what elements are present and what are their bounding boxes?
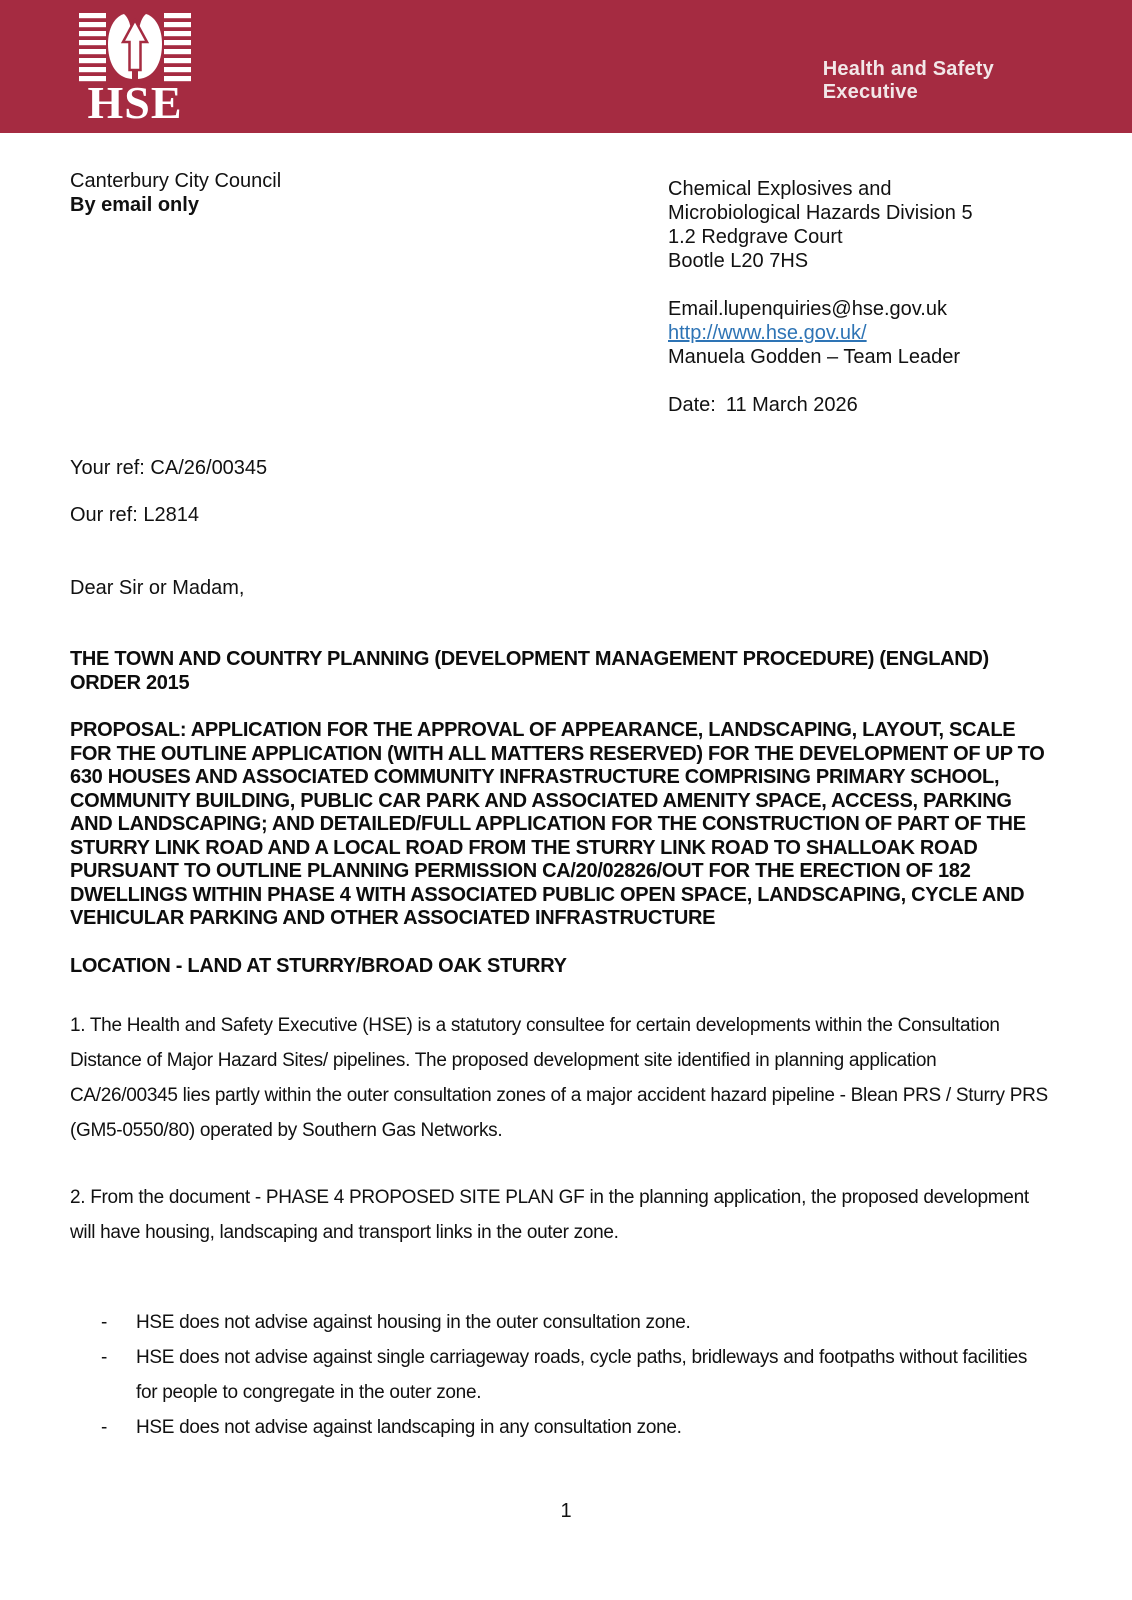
recipient-block: [70, 169, 668, 417]
location-heading: LOCATION - LAND AT STURRY/BROAD OAK STURRY: [70, 954, 567, 977]
date-value: 11 March 2026: [725, 394, 858, 416]
spacer: [668, 369, 973, 393]
brand-line-1: Health and Safety: [822, 58, 994, 80]
paragraph-1: 1. The Health and Safety Executive (HSE) is a statutory consultee for certain developments within the Consultation Distance of Major Hazard Sites/ pipelines. The proposed development site identified in planning application CA/26/00345 lies partly within the outer consultation zones of a major accident hazard pipeline - Blean PRS / Sturry PRS (GM5-0550/80) operated by Southern Gas Networks.: [70, 1015, 1048, 1141]
spacer: [668, 273, 973, 297]
date-label: Date:: [668, 394, 716, 416]
letter-body: [0, 133, 1132, 1445]
bullet-text: HSE does not advise against housing in the outer consultation zone.: [136, 1312, 691, 1333]
bullet-item: [70, 1410, 1048, 1445]
hse-logo: [76, 11, 194, 123]
order-heading: THE TOWN AND COUNTRY PLANNING (DEVELOPMENT MANAGEMENT PROCEDURE) (ENGLAND) ORDER 2015: [70, 648, 989, 694]
sender-address-line-1: 1.2 Redgrave Court: [668, 226, 843, 248]
brand-name: [823, 58, 994, 104]
page-number: 1: [560, 1500, 572, 1522]
bullet-item: [70, 1305, 1048, 1340]
bullet-list: [70, 1305, 1048, 1445]
proposal-heading: PROPOSAL: APPLICATION FOR THE APPROVAL OF APPEARANCE, LANDSCAPING, LAYOUT, SCALE FOR THE OUTLINE APPLICATION (WITH ALL MATTERS RESERVED) FOR THE DEVELOPMENT OF UP TO 630 HOUSES AND ASSOCIATED COMMUNITY INFRASTRUCTURE COMPRISING PRIMARY SCHOOL, COMMUNITY BUILDING, PUBLIC CAR PARK AND ASSOCIATED AMENITY SPACE, ACCESS, PARKING AND LANDSCAPING; AND DETAILED/FULL APPLICATION FOR THE CONSTRUCTION OF PART OF THE STURRY LINK ROAD AND A LOCAL ROAD FROM THE STURRY LINK ROAD TO SHALLOAK ROAD PURSUANT TO OUTLINE PLANNING PERMISSION CA/20/02826/OUT FOR THE ERECTION OF 182 DWELLINGS WITHIN PHASE 4 WITH ASSOCIATED PUBLIC OPEN SPACE, LANDSCAPING, CYCLE AND VEHICULAR PARKING AND OTHER ASSOCIATED INFRASTRUCTURE: [70, 719, 1045, 929]
bullet-marker: -: [101, 1347, 108, 1368]
sender-website-link[interactable]: http://www.hse.gov.uk/: [668, 322, 867, 344]
sender-block: [668, 177, 973, 417]
address-row: [70, 133, 1048, 417]
recipient-name: Canterbury City Council: [70, 170, 282, 192]
brand-line-2: Executive: [822, 81, 918, 103]
hse-logo-icon: [76, 11, 194, 123]
bullet-marker: -: [101, 1417, 108, 1438]
sender-division-line-1: Chemical Explosives and: [668, 178, 892, 200]
sender-email: Email.lupenquiries@hse.gov.uk: [668, 298, 947, 320]
sender-contact: Manuela Godden – Team Leader: [668, 346, 961, 368]
bullet-item: [70, 1340, 1048, 1410]
bullet-text: HSE does not advise against single carriageway roads, cycle paths, bridleways and footpaths without facilities for people to congregate in the outer zone.: [136, 1347, 1028, 1403]
hse-logo-text: HSE: [87, 77, 183, 123]
paragraph-2: 2. From the document - PHASE 4 PROPOSED SITE PLAN GF in the planning application, the proposed development will have housing, landscaping and transport links in the outer zone.: [70, 1187, 1029, 1243]
delivery-method: By email only: [70, 194, 199, 216]
date-line: [668, 393, 973, 417]
sender-division-line-2: Microbiological Hazards Division 5: [668, 202, 973, 224]
bullet-marker: -: [101, 1312, 108, 1333]
your-ref: Your ref: CA/26/00345: [70, 457, 268, 479]
bullet-text: HSE does not advise against landscaping in any consultation zone.: [136, 1417, 682, 1438]
sender-address-line-2: Bootle L20 7HS: [668, 250, 809, 272]
header-band: [0, 0, 1132, 133]
our-ref: Our ref: L2814: [70, 504, 199, 526]
salutation: Dear Sir or Madam,: [70, 577, 245, 599]
